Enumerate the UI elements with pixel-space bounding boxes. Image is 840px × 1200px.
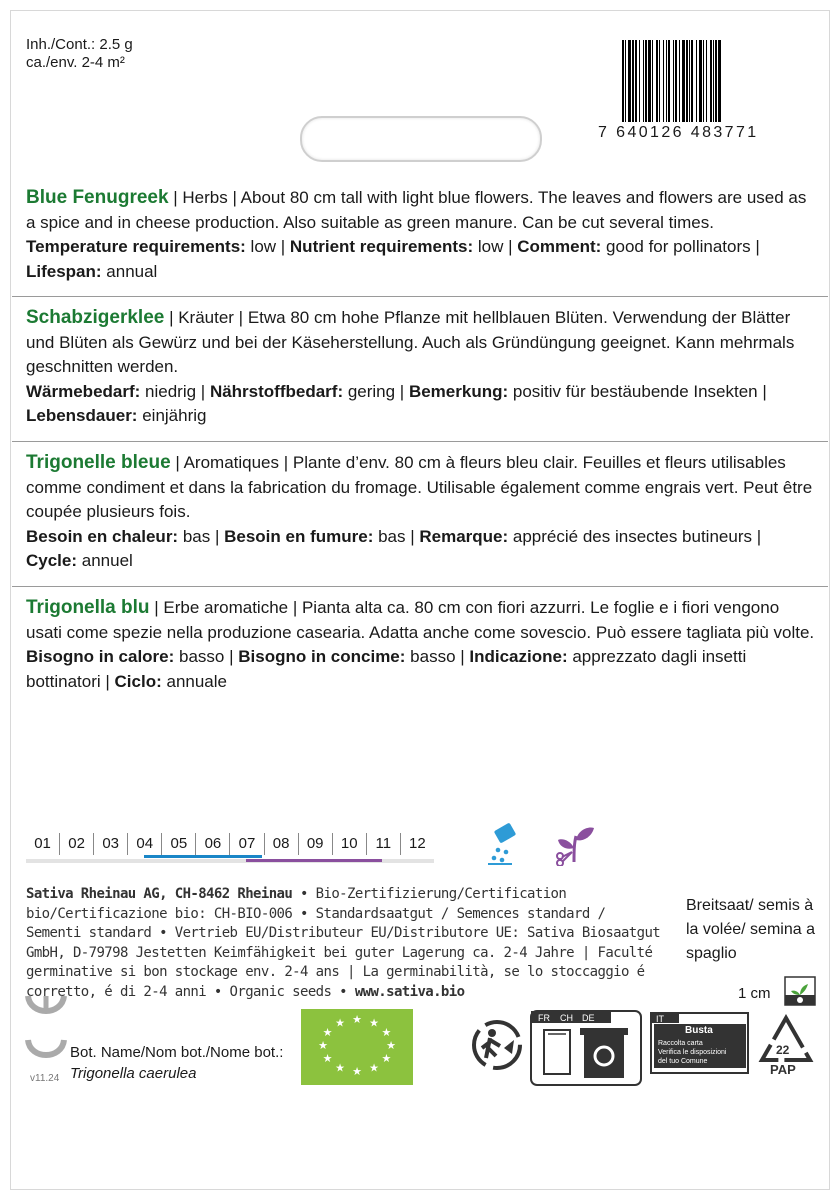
pap22-recycling-icon: [756, 1014, 816, 1078]
comment-value: apprezzato dagli insetti bottinatori |: [26, 647, 747, 691]
sowing-depth: 1 cm: [738, 985, 771, 1002]
divider: [12, 296, 828, 297]
life-value: annuale: [161, 671, 227, 691]
company-website[interactable]: www.sativa.bio: [354, 983, 465, 1000]
plant-harvest-icon: [552, 822, 598, 866]
comment-label: Comment:: [517, 237, 602, 256]
broadcast-sowing-icon: [784, 976, 816, 1006]
comment-value: good for pollinators |: [601, 237, 760, 256]
label-de: DE: [582, 1013, 595, 1023]
eu-star: ★: [322, 1027, 333, 1039]
packet-mark-bottom-icon: [24, 1036, 68, 1066]
life-label: Lifespan:: [26, 261, 102, 281]
nutr-value: low |: [473, 237, 518, 256]
section-english: [26, 186, 816, 284]
month-08: 08: [265, 833, 299, 855]
eu-star: ★: [381, 1027, 392, 1039]
comment-value: apprécié des insectes butineurs |: [508, 526, 762, 546]
comment-label: Remarque:: [419, 526, 509, 546]
sowing-period-bar: [144, 855, 262, 858]
nutr-label: Nutrient requirements:: [289, 237, 474, 256]
nutr-label: Besoin en fumure:: [224, 526, 374, 546]
life-label: Lebensdauer:: [26, 406, 138, 425]
section-italian: [26, 596, 816, 694]
life-value: annuel: [77, 551, 133, 570]
label-fr: FR: [538, 1013, 550, 1023]
life-label: Cycle:: [26, 551, 78, 570]
temp-label: Wärmebedarf:: [26, 381, 141, 401]
temp-value: basso |: [174, 647, 239, 666]
harvest-period-bar: [246, 859, 382, 862]
botanical-name: Trigonella caerulea: [70, 1065, 197, 1082]
month-row: [26, 833, 434, 855]
month-06: 06: [196, 833, 230, 855]
temp-label: Bisogno in calore:: [26, 647, 175, 666]
sowing-method: Breitsaat/ semis à la volée/ semina a spaglio: [686, 897, 815, 962]
nutr-value: basso |: [405, 647, 470, 666]
comment-label: Bemerkung:: [408, 381, 509, 401]
section-french: [26, 451, 816, 574]
temp-label: Temperature requirements:: [26, 237, 246, 256]
eu-star: ★: [369, 1017, 379, 1030]
eu-star: ★: [318, 1040, 328, 1052]
hang-hole: [300, 116, 542, 162]
botanical-label: Bot. Name/Nom bot./Nome bot.:: [70, 1044, 284, 1061]
comment-value: positiv für bestäubende Insekten |: [508, 381, 767, 401]
busta-title: Busta: [685, 1025, 713, 1036]
variety-intro: | Herbs | About 80 cm tall with light blue flowers. The leaves and flowers are used as a spice and in cheese production. Also suitable as green manure. Can be cut several times.: [26, 188, 807, 232]
eu-organic-logo: [301, 1009, 413, 1085]
eu-star: ★: [335, 1017, 345, 1030]
life-value: einjährig: [137, 406, 207, 425]
temp-value: niedrig |: [140, 381, 210, 401]
busta-recycling-label: [650, 1012, 750, 1074]
label-ch: CH: [560, 1013, 573, 1023]
svg-text:del tuo Comune: del tuo Comune: [658, 1058, 708, 1065]
svg-text:Raccolta carta: Raccolta carta: [658, 1040, 703, 1047]
temp-value: bas |: [178, 526, 225, 546]
variety-name: Trigonelle bleue: [26, 452, 171, 473]
month-07: 07: [230, 833, 264, 855]
life-value: annual: [101, 261, 158, 281]
variety-intro: | Aromatiques | Plante d’env. 80 cm à fleurs bleu clair. Feuilles et fleurs utilisables comme condiment et dans la fabrication du fromage. Utilisable également comme engrais vert. Peut être coupée plusieurs fois.: [26, 453, 813, 521]
version-label: v11.24: [30, 1073, 60, 1084]
nutr-label: Nährstoffbedarf:: [209, 381, 344, 401]
month-09: 09: [299, 833, 333, 855]
pap-number: 22: [776, 1043, 790, 1057]
month-04: 04: [128, 833, 162, 855]
company-name: Sativa Rheinau AG, CH-8462 Rheinau: [26, 886, 293, 902]
life-label: Ciclo:: [114, 671, 162, 691]
month-10: 10: [333, 833, 367, 855]
variety-intro: | Erbe aromatiche | Pianta alta ca. 80 cm con fiori azzurri. Le foglie e i fiori vengono usati come spezie nella produzione casearia. Adatta anche come sovescio. Può essere tagliata più volte.: [26, 598, 815, 642]
bin-sorting-icon: [530, 1010, 642, 1086]
botanical-info: [70, 1042, 283, 1084]
triman-icon: [470, 1018, 524, 1072]
packet-mark-top-icon: [24, 994, 68, 1022]
barcode-bar: [721, 40, 722, 122]
variety-intro: | Kräuter | Etwa 80 cm hohe Pflanze mit hellblauen Blüten. Verwendung der Blätter und Blüten als Gewürz und bei der Käseherstellung. Auch als Gründüngung geeignet. Kann mehrmals geschnitten werden.: [26, 308, 795, 376]
pap-label: PAP: [770, 1062, 796, 1077]
content-weight: Inh./Cont.: 2.5 g: [26, 36, 133, 53]
eu-star: ★: [322, 1053, 333, 1065]
eu-star: ★: [352, 1014, 362, 1026]
temp-value: low |: [245, 237, 290, 256]
month-01: 01: [26, 833, 60, 855]
content-area: ca./env. 2-4 m²: [26, 54, 125, 71]
eu-star: ★: [369, 1062, 379, 1075]
month-05: 05: [162, 833, 196, 855]
company-info: [26, 885, 666, 1002]
company-text: • Bio-Zertifizierung/Certification bio/Certificazione bio: CH-BIO-006 • Standardsaatgut / Semences standard / Sementi standard • Vertrieb EU/Distributeur EU/Distributore UE: Sativa Biosaatgut GmbH, D-79798 Jestetten Keimfähigkeit bei guter Lagerung ca. 2-4 Jahre | Faculté germinative si bon stockage env. 2-4 ans | La germinabilità, se lo stoccaggio é corretto, é di 2-4 anni • Organic seeds •: [26, 886, 661, 1000]
divider: [12, 586, 828, 587]
eu-star: ★: [335, 1062, 345, 1075]
month-11: 11: [367, 833, 401, 855]
eu-star: ★: [352, 1066, 362, 1078]
variety-name: Trigonella blu: [26, 597, 150, 618]
variety-name: Blue Fenugreek: [26, 187, 169, 208]
month-02: 02: [60, 833, 94, 855]
svg-text:Verifica le disposizioni: Verifica le disposizioni: [658, 1049, 727, 1056]
barcode: [598, 40, 814, 144]
divider: [12, 441, 828, 442]
section-german: [26, 306, 816, 429]
label-it: IT: [656, 1014, 664, 1024]
nutr-label: Bisogno in concime:: [238, 647, 406, 666]
month-12: 12: [409, 835, 426, 852]
eu-leaf-stars: [301, 1009, 413, 1085]
watering-can-icon: [484, 822, 528, 866]
comment-label: Indicazione:: [469, 647, 568, 666]
eu-star: ★: [381, 1053, 392, 1065]
month-03: 03: [94, 833, 128, 855]
temp-label: Besoin en chaleur:: [26, 526, 179, 546]
barcode-digits: 7 640126 483771: [598, 124, 759, 141]
nutr-value: bas |: [373, 526, 420, 546]
eu-star: ★: [386, 1040, 396, 1052]
nutr-value: gering |: [343, 381, 409, 401]
variety-name: Schabzigerklee: [26, 307, 165, 328]
barcode-bars: [622, 40, 814, 122]
month-calendar: [26, 833, 434, 863]
content-info: [26, 36, 133, 72]
